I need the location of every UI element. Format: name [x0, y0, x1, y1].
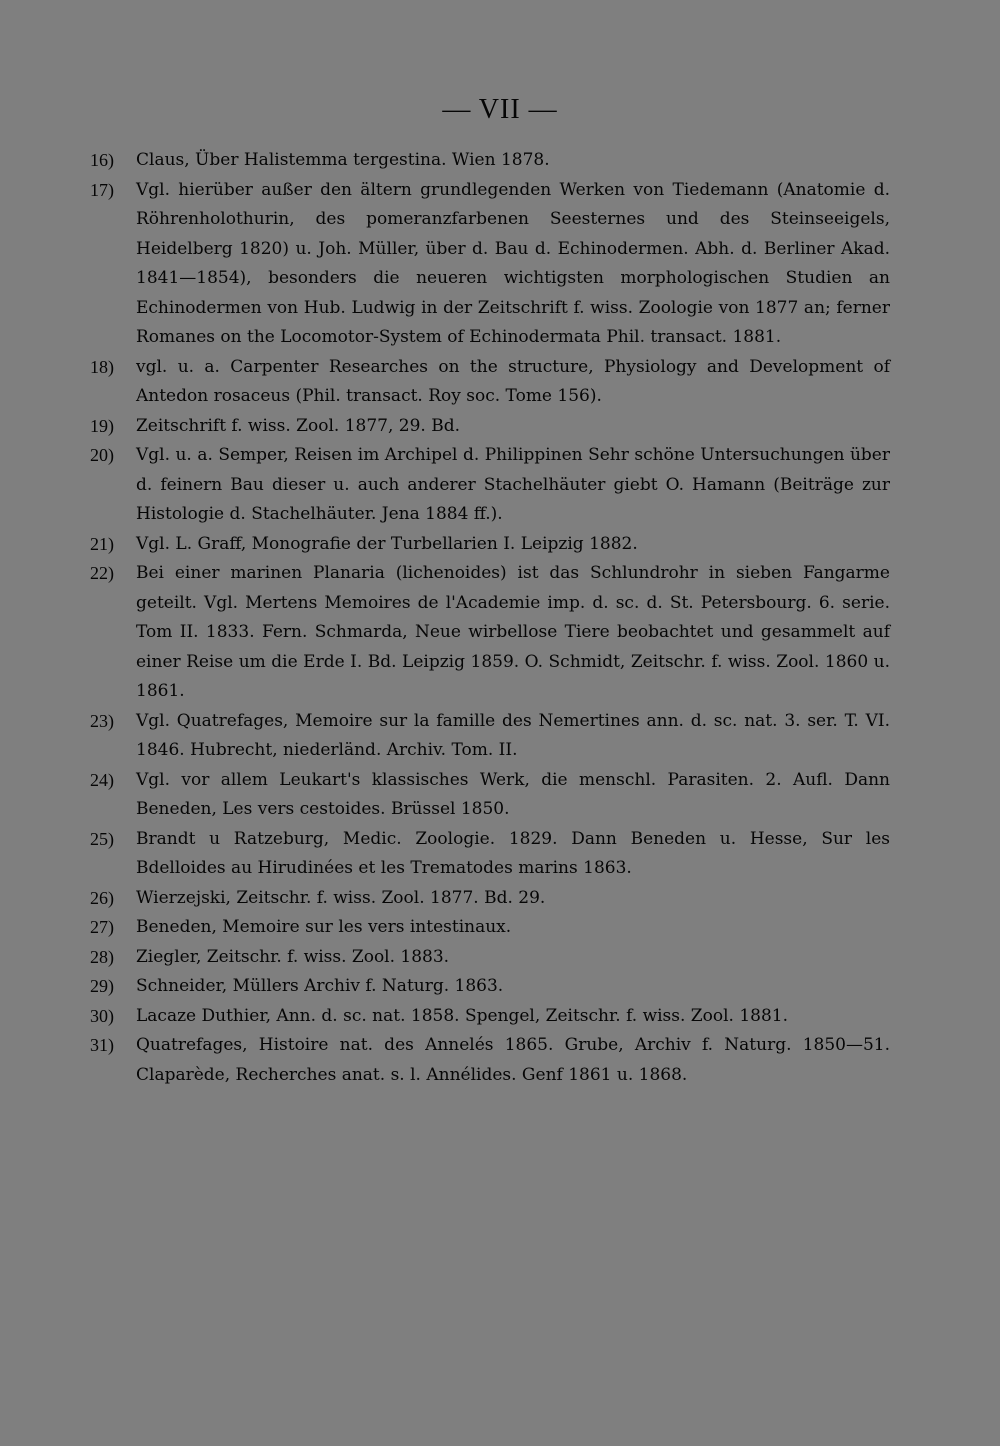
footnote-item — [90, 825, 890, 884]
footnote-text: vgl. u. a. Carpenter Researches on the structure, Physiology and Development of Antedon rosaceus (Phil. transact. Roy soc. Tome 156). — [136, 356, 890, 406]
footnote-item — [90, 1002, 890, 1032]
footnote-item — [90, 707, 890, 766]
footnote-text: Vgl. hierüber außer den ältern grundlegenden Werken von Tiedemann (Anatomie d. Röhrenholothurin, des pomeranzfarbenen Seesternes und des Steinseeigels, Heidelberg 1820) u. Joh. Müller, über d. Bau d. Echinodermen. Abh. d. Berliner Akad. 1841—1854), besonders die neueren wichtigsten morphologischen Studien an Echinodermen von Hub. Ludwig in der Zeitschrift f. wiss. Zoologie von 1877 an; ferner Romanes on the Locomotor-System of Echinodermata Phil. transact. 1881. — [136, 179, 890, 347]
footnote-text: Zeitschrift f. wiss. Zool. 1877, 29. Bd. — [136, 415, 460, 436]
footnote-item — [90, 943, 890, 973]
footnote-text: Bei einer marinen Planaria (lichenoides) ist das Schlundrohr in sieben Fangarme geteilt. Vgl. Mertens Memoires de l'Academie imp. d. sc. d. St. Petersbourg. 6. serie. Tom II. 1833. Fern. Schmarda, Neue wirbellose Tiere beobachtet und gesammelt auf einer Reise um die Erde I. Bd. Leipzig 1859. O. Schmidt, Zeitschr. f. wiss. Zool. 1860 u. 1861. — [136, 563, 890, 701]
footnote-item — [90, 146, 890, 176]
page-number: — VII — — [442, 94, 558, 125]
footnote-item — [90, 972, 890, 1002]
footnote-number: 22) — [90, 563, 114, 583]
footnote-text: Vgl. L. Graff, Monografie der Turbellarien I. Leipzig 1882. — [136, 533, 638, 554]
footnote-number: 27) — [90, 917, 114, 937]
footnote-number: 31) — [90, 1035, 114, 1055]
footnote-text: Brandt u Ratzeburg, Medic. Zoologie. 1829. Dann Beneden u. Hesse, Sur les Bdelloides au Hirudinées et les Trematodes marins 1863. — [136, 828, 890, 878]
footnote-number: 30) — [90, 1005, 114, 1026]
footnote-item — [90, 530, 890, 560]
footnote-number: 28) — [90, 946, 114, 967]
footnote-text: Vgl. u. a. Semper, Reisen im Archipel d. Philippinen Sehr schöne Untersuchungen über d. feinern Bau dieser u. auch anderer Stachelhäuter giebt O. Hamann (Beiträge zur Histologie d. Stachelhäuter. Jena 1884 ff.). — [136, 445, 890, 524]
footnote-item — [90, 884, 890, 914]
footnote-number: 25) — [90, 828, 114, 849]
footnote-item — [90, 353, 890, 412]
footnote-number: 24) — [90, 769, 114, 790]
footnote-number: 23) — [90, 710, 114, 731]
footnote-list — [90, 146, 890, 1090]
footnote-text: Lacaze Duthier, Ann. d. sc. nat. 1858. Spengel, Zeitschr. f. wiss. Zool. 1881. — [136, 1005, 789, 1026]
footnote-number: 20) — [90, 445, 114, 465]
footnote-text: Schneider, Müllers Archiv f. Naturg. 1863. — [136, 976, 504, 996]
footnote-text: Vgl. vor allem Leukart's klassisches Werk, die menschl. Parasiten. 2. Aufl. Dann Beneden, Les vers cestoides. Brüssel 1850. — [136, 769, 890, 819]
footnote-number: 26) — [90, 887, 114, 908]
footnote-number: 18) — [90, 356, 114, 377]
footnote-item — [90, 412, 890, 442]
footnote-number: 29) — [90, 976, 114, 996]
footnote-number: 19) — [90, 415, 114, 436]
footnote-text: Beneden, Memoire sur les vers intestinaux. — [136, 917, 512, 937]
footnote-number: 17) — [90, 179, 114, 200]
footnote-number: 21) — [90, 533, 114, 554]
footnote-item — [90, 766, 890, 825]
footnote-text: Quatrefages, Histoire nat. des Annelés 1865. Grube, Archiv f. Naturg. 1850—51. Claparède, Recherches anat. s. l. Annélides. Genf 1861 u. 1868. — [136, 1035, 890, 1085]
footnote-item — [90, 559, 890, 707]
footnote-item — [90, 176, 890, 353]
footnote-item — [90, 1031, 890, 1090]
footnote-text: Claus, Über Halistemma tergestina. Wien 1878. — [136, 150, 550, 170]
footnote-text: Vgl. Quatrefages, Memoire sur la famille des Nemertines ann. d. sc. nat. 3. ser. T. VI. 1846. Hubrecht, niederländ. Archiv. Tom. II. — [136, 710, 890, 760]
footnote-item — [90, 441, 890, 530]
footnote-item — [90, 913, 890, 943]
footnote-text: Ziegler, Zeitschr. f. wiss. Zool. 1883. — [136, 946, 450, 967]
footnote-text: Wierzejski, Zeitschr. f. wiss. Zool. 1877. Bd. 29. — [136, 887, 546, 908]
footnote-number: 16) — [90, 150, 114, 170]
